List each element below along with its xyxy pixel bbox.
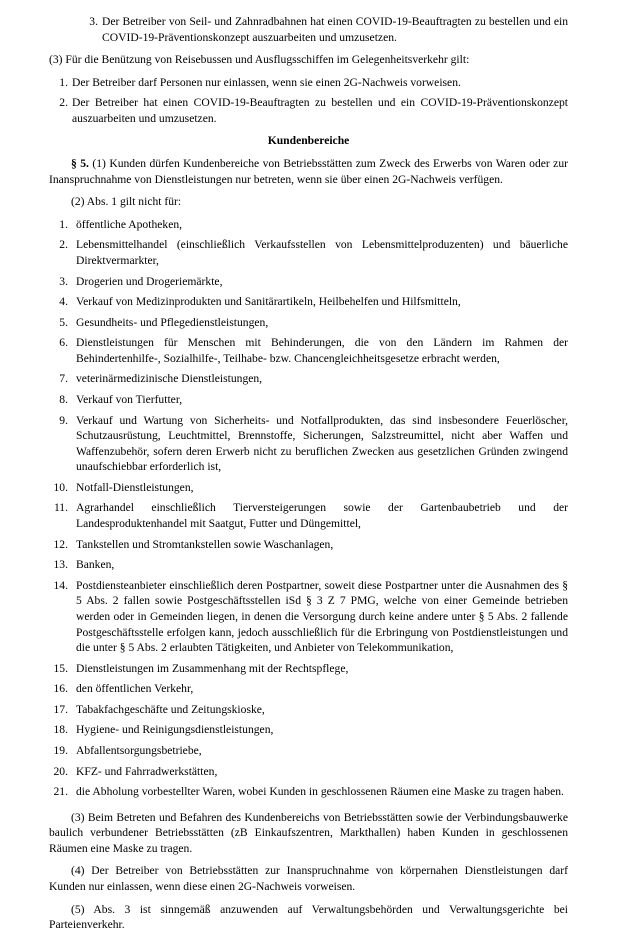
section-paragraph-1-text: (1) Kunden dürfen Kundenbereiche von Betriebsstätten zum Zweck des Erwerbs von Waren oder zur Inanspruchnahme von Dienstleistungen nur betreten, wenn sie über einen 2G-Nachweis verfügen. bbox=[49, 157, 568, 186]
list-item-number: 1. bbox=[59, 75, 68, 89]
list-item-text: Postdiensteanbieter einschließlich deren Postpartner, soweit diese Postpartner unter die Ausnahmen des § 5 Abs. 2 fallen sowie Postgeschäftsstellen iSd § 3 Z 7 PMG, welche von einer Gemeinde betrieben werden oder in Gemeinden liegen, in denen die Versorgung durch keine andere unter § 5 Abs. 2 fallende Postgeschäftsstelle erfolgen kann, jedoch ausschließlich für die Erbringung von Postdienstleistungen und die unter § 5 Abs. 2 erlaubten Tätigkeiten, und Anbieter von Telekommunikation, bbox=[76, 578, 568, 655]
section-heading: Kundenbereiche bbox=[267, 134, 350, 148]
exemption-list bbox=[49, 217, 568, 800]
list-item-text: den öffentlichen Verkehr, bbox=[76, 682, 194, 696]
section-paragraph-5: (5) Abs. 3 ist sinngemäß anzuwenden auf Verwaltungsbehörden und Verwaltungsgerichte bei Parteienverkehr. bbox=[49, 902, 568, 932]
list-item-text: Gesundheits- und Pflegedienstleistungen, bbox=[76, 315, 269, 329]
list-item-number: 19. bbox=[53, 743, 68, 757]
list-item bbox=[49, 681, 568, 697]
list-item bbox=[49, 217, 568, 233]
list-item bbox=[49, 274, 568, 290]
list-item-number: 9. bbox=[59, 413, 68, 427]
list-item-text: Notfall-Dienstleistungen, bbox=[76, 480, 194, 494]
list-item-text: Der Betreiber darf Personen nur einlassen, wenn sie einen 2G-Nachweis vorweisen. bbox=[72, 75, 461, 89]
list-item-number: 2. bbox=[59, 238, 68, 252]
list-item-number: 18. bbox=[53, 723, 68, 737]
list-item-text: Verkauf und Wartung von Sicherheits- und Notfallprodukten, das sind insbesondere Feuerlöscher, Schutzausrüstung, Leuchtmittel, Brennstoffe, Sicherungen, Salzstreumittel, nicht aber Waffen und Waffenzubehör, sofern deren Erwerb nicht zu beruflichen Zwecken aus gesetzlichen Gründen zwingend unaufschiebbar erforderlich ist, bbox=[76, 413, 568, 474]
list-item-number: 5. bbox=[59, 315, 68, 329]
list-item-number: 16. bbox=[53, 682, 68, 696]
list-item-number: 20. bbox=[53, 764, 68, 778]
list-item bbox=[49, 371, 568, 387]
list-item bbox=[49, 500, 568, 531]
list-item-text: KFZ- und Fahrradwerkstätten, bbox=[76, 764, 218, 778]
list-item bbox=[49, 578, 568, 656]
list-item-number: 8. bbox=[59, 392, 68, 406]
list-item-number: 17. bbox=[53, 702, 68, 716]
carryover-list bbox=[79, 14, 568, 45]
list-item-number: 4. bbox=[59, 295, 68, 309]
list-item-number: 2. bbox=[59, 96, 68, 110]
list-item-number: 14. bbox=[53, 578, 68, 592]
list-item bbox=[79, 14, 568, 45]
list-item bbox=[49, 392, 568, 408]
paragraph-3-list bbox=[49, 75, 568, 127]
list-item-number: 3. bbox=[89, 15, 98, 28]
list-item-number: 12. bbox=[53, 537, 68, 551]
list-item-number: 15. bbox=[53, 661, 68, 675]
list-item bbox=[49, 75, 568, 91]
list-item-text: die Abholung vorbestellter Waren, wobei Kunden in geschlossenen Räumen eine Maske zu tragen haben. bbox=[76, 785, 564, 799]
list-item-number: 10. bbox=[53, 480, 68, 494]
list-item-text: Hygiene- und Reinigungsdienstleistungen, bbox=[76, 723, 274, 737]
list-item bbox=[49, 722, 568, 738]
list-item-text: Banken, bbox=[76, 558, 115, 572]
list-item bbox=[49, 661, 568, 677]
list-item bbox=[49, 702, 568, 718]
list-item-number: 1. bbox=[59, 217, 68, 231]
list-item bbox=[49, 413, 568, 475]
list-item bbox=[49, 95, 568, 126]
list-item-number: 3. bbox=[59, 274, 68, 288]
section-paragraph-4: (4) Der Betreiber von Betriebsstätten zur Inanspruchnahme von körpernahen Dienstleistungen darf Kunden nur einlassen, wenn diese einen 2G-Nachweis vorweisen. bbox=[49, 864, 568, 894]
list-item bbox=[49, 743, 568, 759]
list-item bbox=[49, 557, 568, 573]
list-item-number: 13. bbox=[53, 558, 68, 572]
list-item-text: öffentliche Apotheken, bbox=[76, 217, 183, 231]
list-item-number: 7. bbox=[59, 372, 68, 386]
list-item bbox=[49, 480, 568, 496]
list-item-text: Tabakfachgeschäfte und Zeitungskioske, bbox=[76, 702, 265, 716]
list-item-text: Agrarhandel einschließlich Tierversteigerungen sowie der Gartenbaubetrieb und der Landesproduktenhandel mit Saatgut, Futter und Düngemittel, bbox=[76, 501, 568, 531]
list-item-text: Lebensmittelhandel (einschließlich Verkaufsstellen von Lebensmittelproduzenten) und bäuerliche Direktvermarkter, bbox=[76, 238, 568, 267]
list-item-text: Tankstellen und Stromtankstellen sowie Waschanlagen, bbox=[76, 537, 334, 551]
list-item-number: 11. bbox=[53, 501, 68, 515]
list-item-text: Verkauf von Medizinprodukten und Sanitärartikeln, Heilbehelfen und Hilfsmitteln, bbox=[76, 295, 461, 309]
list-item bbox=[49, 764, 568, 780]
list-item-text: Der Betreiber von Seil- und Zahnradbahnen hat einen COVID-19-Beauftragten zu bestellen und ein COVID-19-Präventionskonzept auszuarbeiten und umzusetzen. bbox=[102, 15, 568, 44]
section-paragraph-1 bbox=[49, 156, 568, 187]
list-item-text: Abfallentsorgungsbetriebe, bbox=[76, 743, 202, 757]
list-item-number: 6. bbox=[59, 336, 68, 350]
list-item bbox=[49, 315, 568, 331]
section-paragraph-3: (3) Beim Betreten und Befahren des Kundenbereichs von Betriebsstätten sowie der Verbindungsbauwerke baulich verbundener Betriebsstätten (zB Einkaufszentren, Markthallen) haben Kunden in geschlossenen Räumen eine Maske zu tragen. bbox=[49, 810, 568, 855]
list-item-text: veterinärmedizinische Dienstleistungen, bbox=[76, 372, 263, 386]
list-item-text: Der Betreiber hat einen COVID-19-Beauftragten zu bestellen und ein COVID-19-Präventionskonzept auszuarbeiten und umzusetzen. bbox=[72, 96, 568, 125]
list-item bbox=[49, 237, 568, 268]
list-item-text: Drogerien und Drogeriemärkte, bbox=[76, 274, 223, 288]
list-item-number: 21. bbox=[53, 785, 68, 799]
section-number: § 5. bbox=[71, 157, 89, 171]
list-item bbox=[49, 537, 568, 553]
list-item bbox=[49, 335, 568, 366]
list-item bbox=[49, 784, 568, 800]
list-item-text: Dienstleistungen im Zusammenhang mit der Rechtspflege, bbox=[76, 661, 349, 675]
list-item-text: Verkauf von Tierfutter, bbox=[76, 392, 183, 406]
paragraph-3-intro: (3) Für die Benützung von Reisebussen und Ausflugsschiffen im Gelegenheitsverkehr gilt: bbox=[49, 53, 470, 67]
list-item-text: Dienstleistungen für Menschen mit Behinderungen, die von den Ländern im Rahmen der Behindertenhilfe-, Sozialhilfe-, Teilhabe- bzw. Chancengleichheitsgesetze erbracht werden, bbox=[76, 336, 568, 365]
section-paragraph-2-intro: (2) Abs. 1 gilt nicht für: bbox=[71, 195, 182, 209]
list-item bbox=[49, 294, 568, 310]
